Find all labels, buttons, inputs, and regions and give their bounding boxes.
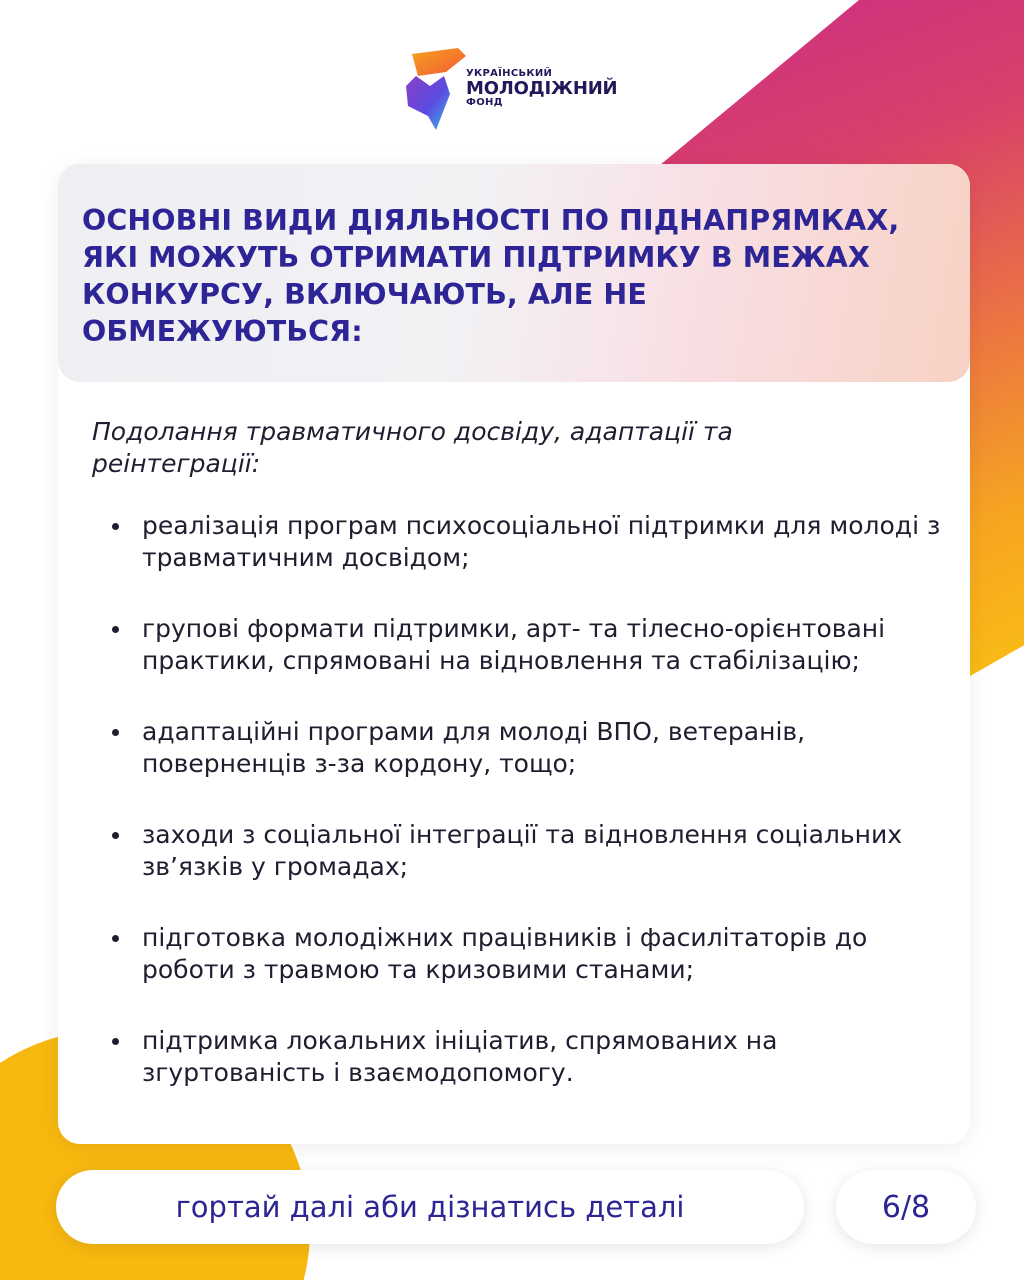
list-item-text: заходи з соціальної інтеграції та відновлення соціальних зв’язків у громадах; <box>142 820 903 881</box>
bullet-icon <box>112 523 119 530</box>
bullet-icon <box>112 1038 119 1045</box>
ukrainian-youth-fund-logo-icon <box>400 46 470 132</box>
bullet-icon <box>112 729 119 736</box>
list-item-text: реалізація програм психосоціальної підтримки для молоді з травматичним досвідом; <box>142 511 941 572</box>
list-item <box>110 716 950 780</box>
list-item-text: підготовка молодіжних працівників і фасилітаторів до роботи з травмою та кризовими станами; <box>142 923 868 984</box>
logo-line-2: МОЛОДІЖНИЙ <box>466 77 618 99</box>
bullet-icon <box>112 935 119 942</box>
list-item <box>110 1025 950 1089</box>
section-subtitle: Подолання травматичного досвіду, адаптації та реінтеграції: <box>92 417 733 478</box>
content-card <box>58 164 970 1144</box>
list-item <box>110 922 950 986</box>
bullet-icon <box>112 832 119 839</box>
logo <box>400 46 617 132</box>
list-item <box>110 510 950 574</box>
list-item <box>110 819 950 883</box>
swipe-hint-text: гортай далі аби дізнатись деталі <box>175 1190 685 1224</box>
logo-line-1: УКРАЇНСЬКИЙ <box>466 68 553 80</box>
bullet-icon <box>112 626 119 633</box>
list-item-text: адаптаційні програми для молоді ВПО, ветеранів, поверненців з-за кордону, тощо; <box>142 717 806 778</box>
logo-line-3: ФОНД <box>466 97 503 109</box>
swipe-hint-pill[interactable] <box>56 1170 804 1244</box>
card-header <box>58 164 970 382</box>
list-item-text: групові формати підтримки, арт- та тілесно-орієнтовані практики, спрямовані на відновлення та стабілізацію; <box>142 614 886 675</box>
activity-list <box>110 510 950 1128</box>
page-indicator-text: 6/8 <box>881 1189 931 1225</box>
card-title: ОСНОВНІ ВИДИ ДІЯЛЬНОСТІ ПО ПІДНАПРЯМКАХ, ЯКІ МОЖУТЬ ОТРИМАТИ ПІДТРИМКУ В МЕЖАХ КОНКУРСУ, ВКЛЮЧАЮТЬ, АЛЕ НЕ ОБМЕЖУЮТЬСЯ: <box>82 204 900 348</box>
page-indicator <box>836 1170 976 1244</box>
list-item-text: підтримка локальних ініціатив, спрямованих на згуртованість і взаємодопомогу. <box>142 1026 778 1087</box>
list-item <box>110 613 950 677</box>
